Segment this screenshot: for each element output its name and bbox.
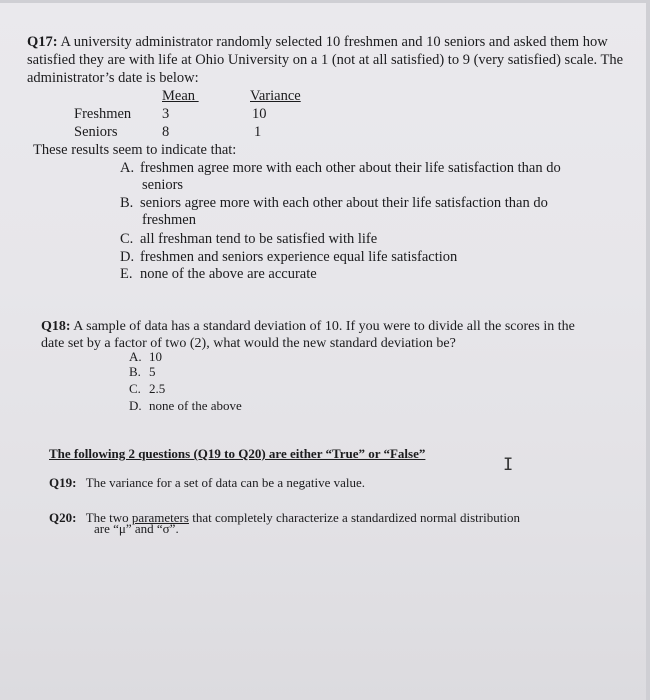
q17-number: Q17: xyxy=(27,34,58,50)
q18-option-c-text: 2.5 xyxy=(149,381,166,396)
q18-option-b xyxy=(129,364,156,380)
q20-text-pre: The two xyxy=(85,510,132,525)
option-d-letter: D. xyxy=(120,249,135,265)
row-label-freshmen: Freshmen xyxy=(74,106,132,122)
freshmen-variance: 10 xyxy=(252,106,267,122)
q17-text: A university administrator randomly selected 10 freshmen and 10 seniors and asked them how satisfied they are with life at Ohio University on a 1 (not at all satisfied) to 9 (very satisfied) scale. The administrator’s date is below: xyxy=(27,34,624,86)
q20-text-post: that completely characterize a standardized normal distribution xyxy=(188,510,520,525)
q17-lead: These results seem to indicate that: xyxy=(33,142,237,158)
q18-number: Q18: xyxy=(41,319,71,334)
q17-stem xyxy=(27,33,627,87)
option-d-text: freshmen and seniors experience equal life satisfaction xyxy=(140,249,458,265)
q18-option-b-text: 5 xyxy=(149,364,156,379)
q18-option-d-letter: D. xyxy=(129,398,142,413)
option-a xyxy=(120,160,561,177)
freshmen-mean: 3 xyxy=(162,106,170,122)
option-b-text: seniors agree more with each other about their life satisfaction than do xyxy=(140,195,548,211)
q18-option-d xyxy=(129,398,242,414)
option-a-text: freshmen agree more with each other about their life satisfaction than do xyxy=(140,160,561,176)
option-b-cont: freshmen xyxy=(142,212,196,228)
text-cursor-icon: I xyxy=(503,455,514,475)
q18-option-c xyxy=(129,381,165,397)
option-a-letter: A. xyxy=(120,160,135,176)
header-underline-gap xyxy=(195,88,211,105)
q18-stem xyxy=(41,318,575,335)
q20-parameters-link: parameters xyxy=(131,510,189,525)
q20-number: Q20: xyxy=(49,510,77,525)
option-b-letter: B. xyxy=(120,195,134,211)
option-b xyxy=(120,195,548,212)
seniors-variance: 1 xyxy=(254,124,262,140)
q19-number: Q19: xyxy=(49,475,77,490)
option-e xyxy=(120,266,317,283)
option-e-letter: E. xyxy=(120,266,133,282)
row-label-seniors: Seniors xyxy=(74,124,118,140)
q18-text-line1: A sample of data has a standard deviation of 10. If you were to divide all the scores in the xyxy=(73,319,575,334)
q18-text-line2: date set by a factor of two (2), what would the new standard deviation be? xyxy=(41,336,456,351)
q18-option-a-letter: A. xyxy=(129,349,142,364)
option-a-cont: seniors xyxy=(142,177,184,193)
table-header-variance: Variance xyxy=(250,88,301,104)
q18-option-c-letter: C. xyxy=(129,381,141,396)
option-c-letter: C. xyxy=(120,231,134,247)
option-c-text: all freshman tend to be satisfied with life xyxy=(140,231,378,247)
q19-text: The variance for a set of data can be a negative value. xyxy=(85,475,366,490)
q19 xyxy=(49,475,365,491)
option-d xyxy=(120,249,457,266)
option-c xyxy=(120,231,377,248)
q18-option-a xyxy=(129,349,162,365)
tf-section-header: The following 2 questions (Q19 to Q20) are either “True” or “False” xyxy=(49,446,426,461)
q18-option-a-text: 10 xyxy=(149,349,162,364)
q18-option-b-letter: B. xyxy=(129,364,141,379)
q20-text-line2: are “μ” and “σ”. xyxy=(94,521,179,536)
option-e-text: none of the above are accurate xyxy=(140,266,317,282)
seniors-mean: 8 xyxy=(162,124,170,140)
q18-option-d-text: none of the above xyxy=(149,398,242,413)
table-header-mean: Mean xyxy=(162,88,196,104)
